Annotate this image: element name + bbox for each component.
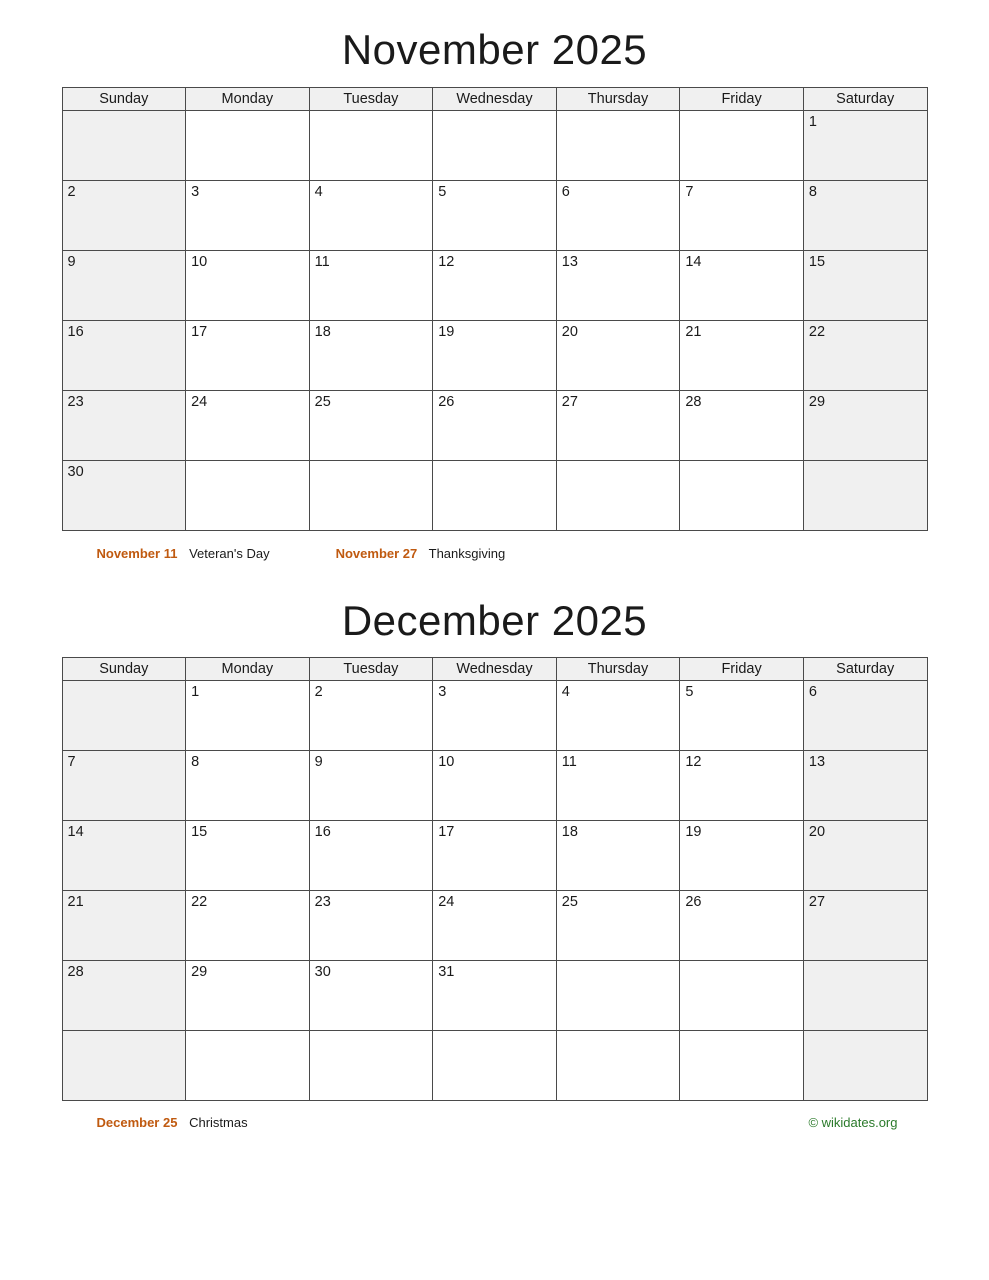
day-cell[interactable]: 3: [186, 180, 310, 250]
day-cell[interactable]: 28: [62, 961, 186, 1031]
day-cell[interactable]: 4: [556, 681, 680, 751]
calendar-table-december: [62, 657, 928, 1101]
day-cell[interactable]: 26: [433, 390, 557, 460]
day-cell[interactable]: 6: [556, 180, 680, 250]
weekday-header-sunday: Sunday: [62, 658, 186, 681]
day-cell[interactable]: 29: [803, 390, 927, 460]
weekday-header-saturday: Saturday: [803, 87, 927, 110]
day-cell[interactable]: [433, 460, 557, 530]
day-cell[interactable]: 7: [62, 751, 186, 821]
weekday-header-monday: Monday: [186, 87, 310, 110]
day-cell[interactable]: [680, 110, 804, 180]
weekday-header-friday: Friday: [680, 658, 804, 681]
day-cell[interactable]: [556, 460, 680, 530]
day-cell[interactable]: [680, 460, 804, 530]
calendar-week-row: [62, 250, 927, 320]
day-cell[interactable]: 13: [803, 751, 927, 821]
day-cell[interactable]: 4: [309, 180, 433, 250]
calendar-table-november: [62, 87, 928, 531]
day-cell[interactable]: 26: [680, 891, 804, 961]
site-credit[interactable]: © wikidates.org: [808, 1115, 898, 1131]
day-cell[interactable]: 9: [62, 250, 186, 320]
day-cell[interactable]: 19: [680, 821, 804, 891]
day-cell[interactable]: 14: [680, 250, 804, 320]
calendar-week-row: [62, 891, 927, 961]
day-cell[interactable]: [186, 1031, 310, 1101]
holiday-date: November 27: [335, 545, 418, 561]
day-cell[interactable]: [803, 1031, 927, 1101]
day-cell[interactable]: 6: [803, 681, 927, 751]
day-cell[interactable]: [680, 1031, 804, 1101]
day-cell[interactable]: 22: [803, 320, 927, 390]
day-cell[interactable]: 8: [803, 180, 927, 250]
day-cell[interactable]: 22: [186, 891, 310, 961]
day-cell[interactable]: 8: [186, 751, 310, 821]
day-cell[interactable]: [556, 961, 680, 1031]
holiday-name: Veteran's Day: [189, 545, 270, 561]
weekday-header-tuesday: Tuesday: [309, 87, 433, 110]
day-cell[interactable]: 1: [186, 681, 310, 751]
day-cell[interactable]: 14: [62, 821, 186, 891]
day-cell[interactable]: 10: [433, 751, 557, 821]
section-spacer: [62, 563, 928, 585]
holiday-name: Thanksgiving: [428, 545, 506, 561]
calendar-week-row: [62, 1031, 927, 1101]
weekday-header-thursday: Thursday: [556, 87, 680, 110]
day-cell[interactable]: 27: [556, 390, 680, 460]
weekday-header-saturday: Saturday: [803, 658, 927, 681]
month-title-november: November 2025: [341, 26, 648, 73]
month-block-november: [62, 0, 928, 531]
holiday-name: Christmas: [189, 1115, 248, 1131]
weekday-header-wednesday: Wednesday: [433, 658, 557, 681]
day-cell[interactable]: 18: [556, 821, 680, 891]
day-cell[interactable]: 16: [309, 821, 433, 891]
day-cell[interactable]: 1: [803, 110, 927, 180]
calendar-week-row: [62, 681, 927, 751]
day-cell[interactable]: [556, 110, 680, 180]
day-cell[interactable]: 27: [803, 891, 927, 961]
day-cell[interactable]: 28: [680, 390, 804, 460]
day-cell[interactable]: 23: [62, 390, 186, 460]
weekday-header-thursday: Thursday: [556, 658, 680, 681]
day-cell[interactable]: 20: [556, 320, 680, 390]
day-cell[interactable]: 17: [433, 821, 557, 891]
weekday-header-sunday: Sunday: [62, 87, 186, 110]
day-cell[interactable]: 18: [309, 320, 433, 390]
day-cell[interactable]: 13: [556, 250, 680, 320]
calendar-week-row: [62, 110, 927, 180]
day-cell[interactable]: [309, 110, 433, 180]
day-cell[interactable]: 3: [433, 681, 557, 751]
day-cell[interactable]: [433, 1031, 557, 1101]
day-cell[interactable]: [309, 460, 433, 530]
day-cell[interactable]: 11: [309, 250, 433, 320]
weekday-header-tuesday: Tuesday: [309, 658, 433, 681]
day-cell[interactable]: 29: [186, 961, 310, 1031]
day-cell[interactable]: [62, 110, 186, 180]
day-cell[interactable]: 2: [62, 180, 186, 250]
holiday-item: [97, 1115, 248, 1130]
calendar-week-row: [62, 180, 927, 250]
day-cell[interactable]: [62, 681, 186, 751]
day-cell[interactable]: 9: [309, 751, 433, 821]
calendar-week-row: [62, 460, 927, 530]
day-cell[interactable]: [309, 1031, 433, 1101]
day-cell[interactable]: [680, 961, 804, 1031]
day-cell[interactable]: 30: [309, 961, 433, 1031]
month-block-december: [62, 563, 928, 1102]
day-cell[interactable]: 15: [803, 250, 927, 320]
day-cell[interactable]: 30: [62, 460, 186, 530]
weekday-header-row: [62, 658, 927, 681]
footer-row: [62, 1101, 928, 1130]
calendar-week-row: [62, 751, 927, 821]
month-title-december: December 2025: [341, 596, 648, 644]
day-cell[interactable]: 5: [680, 681, 804, 751]
day-cell[interactable]: [186, 460, 310, 530]
holiday-date: November 11: [96, 545, 178, 561]
day-cell[interactable]: 7: [680, 180, 804, 250]
day-cell[interactable]: [62, 1031, 186, 1101]
holiday-list-november: [62, 531, 928, 563]
holiday-item: [336, 545, 506, 563]
day-cell[interactable]: 16: [62, 320, 186, 390]
day-cell[interactable]: 31: [433, 961, 557, 1031]
day-cell[interactable]: 12: [680, 751, 804, 821]
calendar-week-row: [62, 821, 927, 891]
day-cell[interactable]: 19: [433, 320, 557, 390]
day-cell[interactable]: 25: [556, 891, 680, 961]
weekday-header-wednesday: Wednesday: [433, 87, 557, 110]
day-cell[interactable]: [186, 110, 310, 180]
day-cell[interactable]: [803, 961, 927, 1031]
top-spacer: [62, 0, 928, 14]
calendar-week-row: [62, 961, 927, 1031]
holiday-date: December 25: [96, 1115, 178, 1131]
day-cell[interactable]: 21: [62, 891, 186, 961]
day-cell[interactable]: 25: [309, 390, 433, 460]
day-cell[interactable]: 12: [433, 250, 557, 320]
day-cell[interactable]: 23: [309, 891, 433, 961]
day-cell[interactable]: [433, 110, 557, 180]
day-cell[interactable]: [556, 1031, 680, 1101]
calendar-week-row: [62, 320, 927, 390]
holiday-list-december: [97, 1115, 314, 1130]
day-cell[interactable]: 11: [556, 751, 680, 821]
weekday-header-row: [62, 87, 927, 110]
day-cell[interactable]: 21: [680, 320, 804, 390]
weekday-header-friday: Friday: [680, 87, 804, 110]
day-cell[interactable]: 20: [803, 821, 927, 891]
day-cell[interactable]: 24: [186, 390, 310, 460]
day-cell[interactable]: 15: [186, 821, 310, 891]
holiday-item: [97, 545, 270, 563]
day-cell[interactable]: 5: [433, 180, 557, 250]
calendar-week-row: [62, 390, 927, 460]
day-cell[interactable]: 10: [186, 250, 310, 320]
day-cell[interactable]: 2: [309, 681, 433, 751]
day-cell[interactable]: 24: [433, 891, 557, 961]
weekday-header-monday: Monday: [186, 658, 310, 681]
day-cell[interactable]: 17: [186, 320, 310, 390]
day-cell[interactable]: [803, 460, 927, 530]
